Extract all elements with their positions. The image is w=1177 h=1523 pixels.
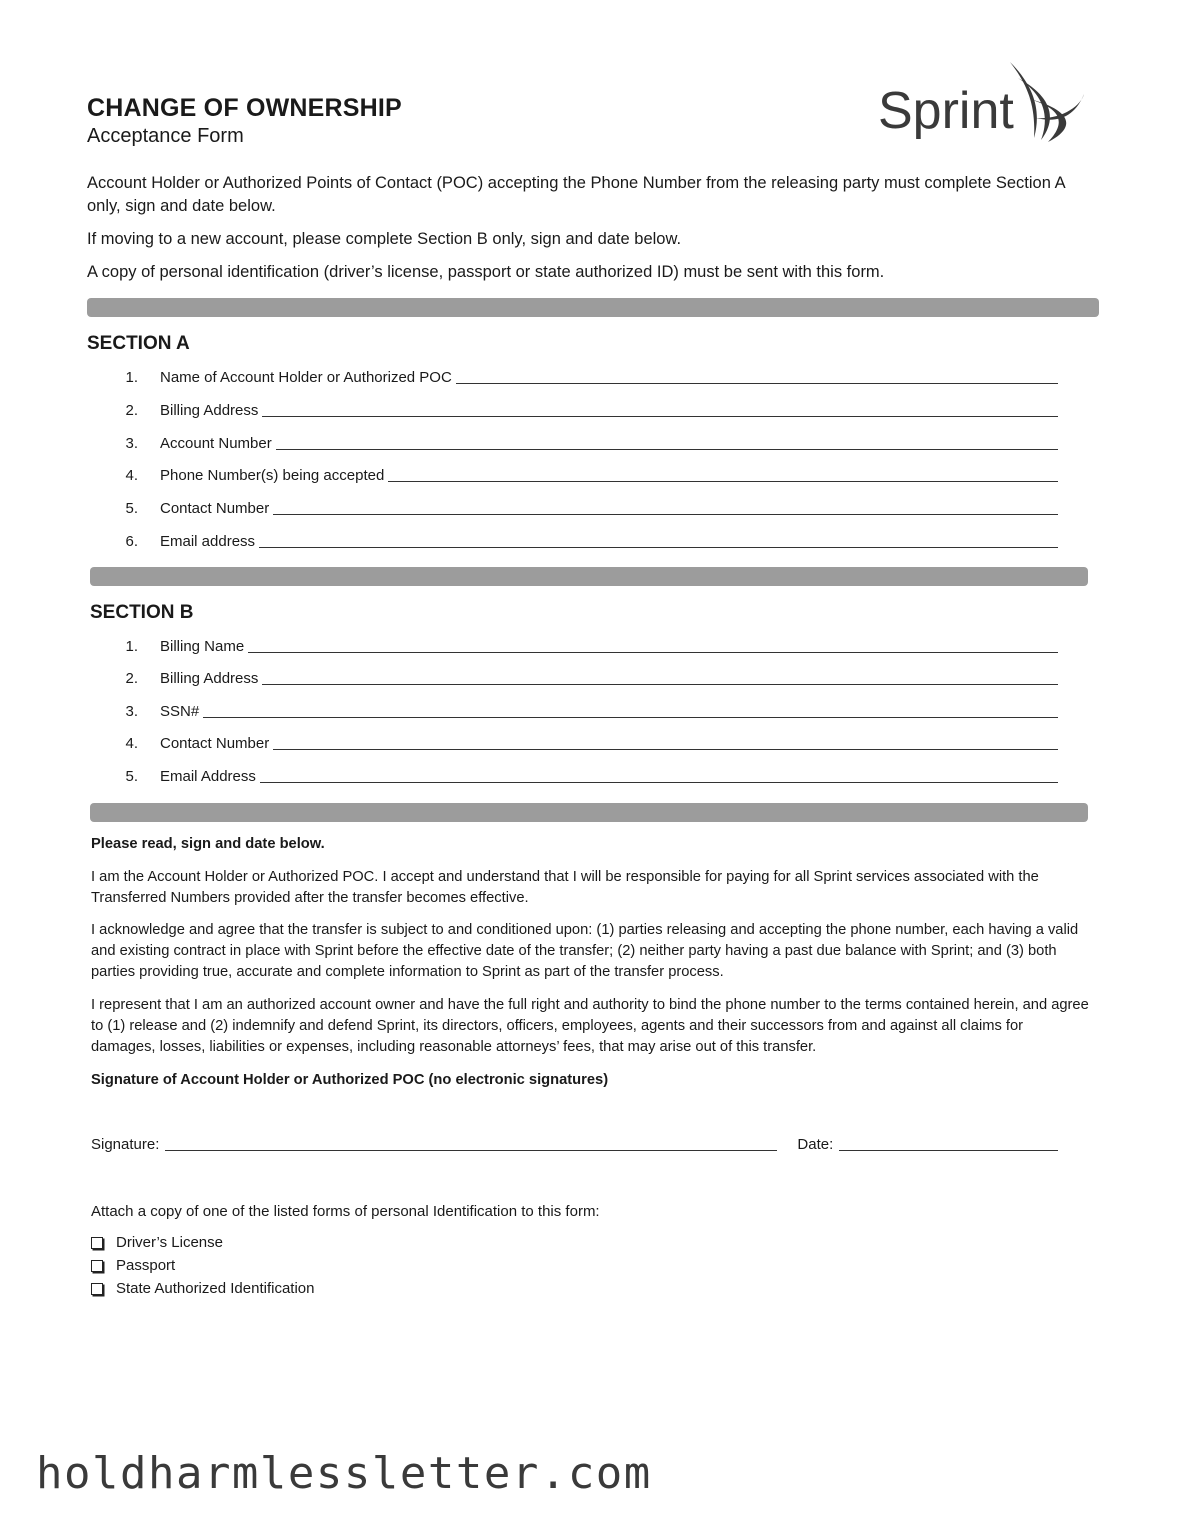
section-a-field-contact-number[interactable]: 5. Contact Number bbox=[104, 499, 1058, 517]
field-line[interactable] bbox=[262, 401, 1058, 417]
section-a-heading: SECTION A bbox=[87, 333, 190, 354]
form-subtitle: Acceptance Form bbox=[87, 125, 244, 147]
watermark: holdharmlessletter.com bbox=[36, 1448, 652, 1499]
sprint-logo-text: Sprint bbox=[878, 82, 1014, 140]
section-divider bbox=[87, 298, 1099, 317]
section-b-field-email[interactable]: 5. Email Address bbox=[104, 767, 1058, 785]
section-divider bbox=[90, 803, 1088, 822]
section-b-heading: SECTION B bbox=[90, 602, 194, 623]
section-a-field-email[interactable]: 6. Email address bbox=[104, 532, 1058, 550]
field-line[interactable] bbox=[273, 499, 1058, 515]
field-line[interactable] bbox=[276, 434, 1058, 450]
signature-field[interactable] bbox=[165, 1135, 777, 1151]
section-a-field-name[interactable]: 1. Name of Account Holder or Authorized POC bbox=[104, 368, 1058, 386]
section-divider bbox=[90, 567, 1088, 586]
section-a-field-phone-numbers[interactable]: 4. Phone Number(s) being accepted bbox=[104, 466, 1058, 484]
section-b-field-billing-address[interactable]: 2. Billing Address bbox=[104, 669, 1058, 687]
terms-paragraph-1: I am the Account Holder or Authorized POC. I accept and understand that I will be responsible for paying for all Sprint services associated with the Transferred Numbers provided after the transfer becomes effective. bbox=[91, 869, 1039, 906]
id-option-passport[interactable]: Passport bbox=[91, 1257, 175, 1274]
intro-paragraph-2: If moving to a new account, please complete Section B only, sign and date below. bbox=[87, 230, 682, 248]
section-a-field-account-number[interactable]: 3. Account Number bbox=[104, 434, 1058, 452]
field-line[interactable] bbox=[259, 532, 1058, 548]
field-line[interactable] bbox=[262, 669, 1058, 685]
signature-heading: Signature of Account Holder or Authorized POC (no electronic signatures) bbox=[91, 1072, 609, 1088]
id-option-drivers-license[interactable]: Driver’s License bbox=[91, 1234, 223, 1251]
checkbox-icon[interactable] bbox=[91, 1237, 103, 1249]
form-title: CHANGE OF OWNERSHIP bbox=[87, 94, 402, 122]
identification-instruction: Attach a copy of one of the listed forms of personal Identification to this form: bbox=[91, 1203, 600, 1220]
checkbox-icon[interactable] bbox=[91, 1260, 103, 1272]
signature-row bbox=[91, 1135, 1058, 1153]
terms-paragraph-3: I represent that I am an authorized account owner and have the full right and authority to bind the phone number to the terms contained herein, and agree to (1) release and (2) indemnify and defend Sprint, its directors, officers, employees, agents and their successors from and against all claims for damages, losses, liabilities or expenses, including reasonable attorneys’ fees, that may arise out of this transfer. bbox=[91, 997, 1089, 1055]
field-line[interactable] bbox=[248, 637, 1058, 653]
section-a-field-billing-address[interactable]: 2. Billing Address bbox=[104, 401, 1058, 419]
terms-paragraph-2: I acknowledge and agree that the transfer is subject to and conditioned upon: (1) parties releasing and accepting the phone number, each having a valid and existing contract in place with Sprint before the effective date of the transfer; (2) neither party having a past due balance with Sprint; and (3) both parties providing true, accurate and complete information to Sprint as part of the transfer process. bbox=[91, 922, 1079, 980]
section-b-field-billing-name[interactable]: 1. Billing Name bbox=[104, 637, 1058, 655]
field-line[interactable] bbox=[203, 702, 1058, 718]
section-b-field-contact-number[interactable]: 4. Contact Number bbox=[104, 734, 1058, 752]
field-line[interactable] bbox=[388, 466, 1058, 482]
intro-paragraph-1: Account Holder or Authorized Points of Contact (POC) accepting the Phone Number from the releasing party must complete Section A only, sign and date below. bbox=[87, 174, 1065, 215]
field-line[interactable] bbox=[260, 767, 1058, 783]
date-label: Date: bbox=[797, 1136, 834, 1153]
intro-paragraph-3: A copy of personal identification (driver’s license, passport or state authorized ID) must be sent with this form. bbox=[87, 263, 885, 281]
checkbox-icon[interactable] bbox=[91, 1283, 103, 1295]
section-b-field-ssn[interactable]: 3. SSN# bbox=[104, 702, 1058, 720]
date-field[interactable] bbox=[839, 1135, 1058, 1151]
signature-label: Signature: bbox=[91, 1136, 160, 1153]
field-line[interactable] bbox=[456, 368, 1058, 384]
terms-heading: Please read, sign and date below. bbox=[91, 836, 325, 852]
sprint-logo bbox=[876, 58, 1086, 148]
field-line[interactable] bbox=[273, 734, 1058, 750]
id-option-state-id[interactable]: State Authorized Identification bbox=[91, 1280, 314, 1297]
